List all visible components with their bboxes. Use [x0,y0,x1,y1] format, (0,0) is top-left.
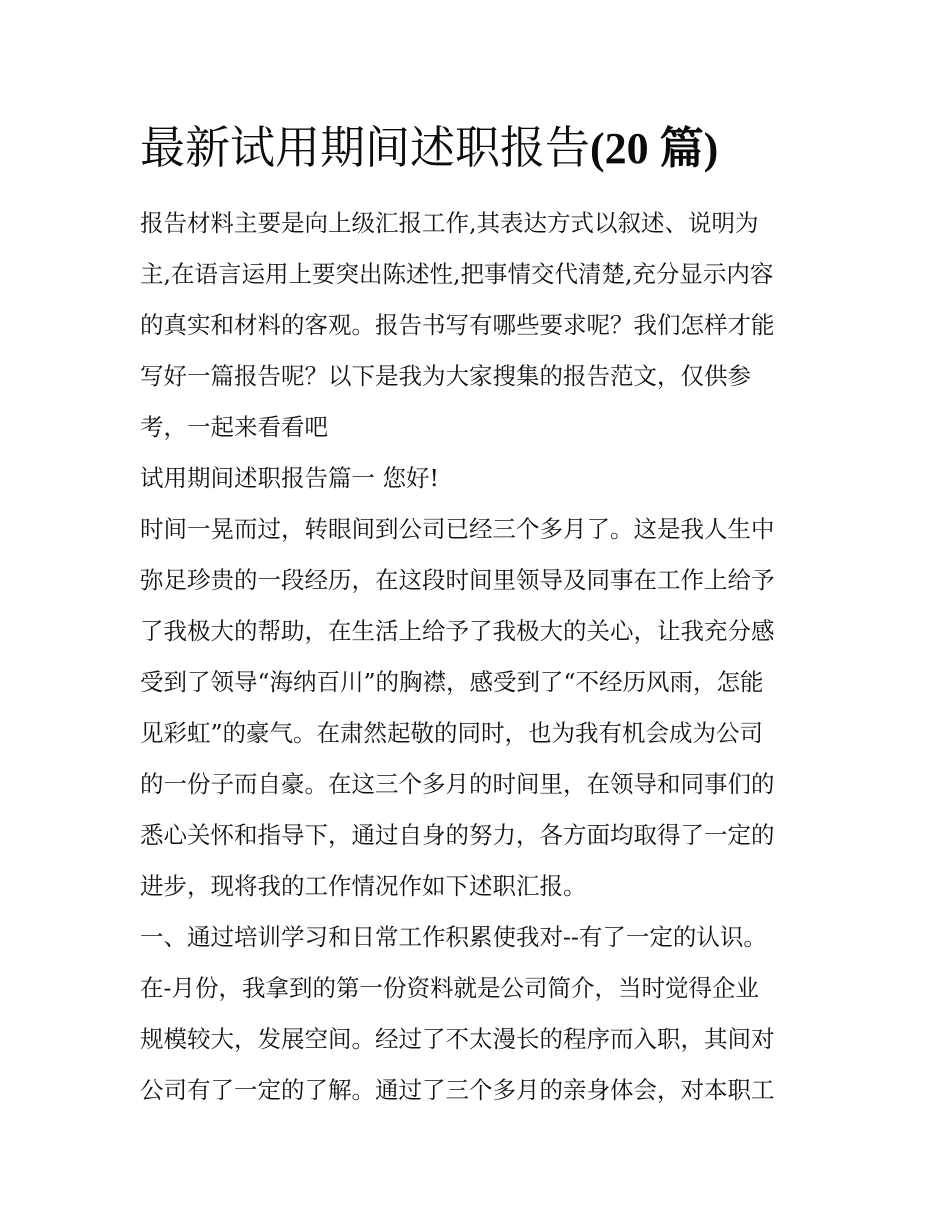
body-line: 公司有了一定的了解。通过了三个多月的亲身体会，对本职工 [140,1076,775,1104]
body-line: 悉心关怀和指导下，通过自身的努力，各方面均取得了一定的 [140,821,775,849]
body-line: 见彩虹”的豪气。在肃然起敬的同时，也为我有机会成为公司 [140,719,764,747]
body-line: 受到了领导“海纳百川”的胸襟，感受到了“不经历风雨，怎能 [140,668,764,696]
body-line: 写好一篇报告呢？以下是我为大家搜集的报告范文，仅供参 [140,362,751,390]
body-line: 一、通过培训学习和日常工作积累使我对--有了一定的认识。 [140,923,767,951]
body-line: 规模较大，发展空间。经过了不太漫长的程序而入职，其间对 [140,1025,775,1053]
body-line: 主,在语言运用上要突出陈述性,把事情交代清楚,充分显示内容 [140,260,774,288]
title-main: 最新试用期间述职报告 [140,121,591,174]
body-line: 的真实和材料的客观。报告书写有哪些要求呢？我们怎样才能 [140,311,775,339]
body-line: 在-月份，我拿到的第一份资料就是公司简介，当时觉得企业 [140,974,759,1002]
body-line: 了我极大的帮助，在生活上给予了我极大的关心，让我充分感 [140,617,775,645]
body-line: 进步，现将我的工作情况作如下述职汇报。 [140,872,587,900]
section-heading: 试用期间述职报告篇一 您好! [140,464,439,492]
body-line: 时间一晃而过，转眼间到公司已经三个多月了。这是我人生中 [140,515,775,543]
body-line: 弥足珍贵的一段经历，在这段时间里领导及同事在工作上给予 [140,566,775,594]
body-line: 报告材料主要是向上级汇报工作,其表达方式以叙述、说明为 [140,209,759,237]
body-line: 的一份子而自豪。在这三个多月的时间里，在领导和同事们的 [140,770,775,798]
body-line: 考，一起来看看吧 [140,413,328,441]
document-title [140,112,718,185]
title-suffix: (20 篇) [590,124,719,173]
